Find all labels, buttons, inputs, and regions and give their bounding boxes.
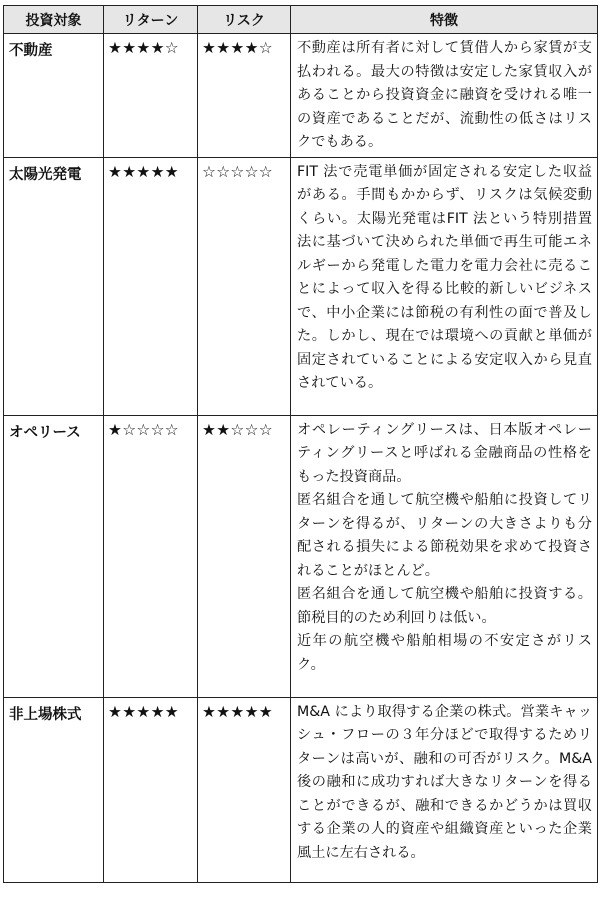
return-rating: ★★★★★ xyxy=(104,157,198,415)
description-paragraph: M&A により取得する企業の株式。営業キャッシュ・フローの３年分ほどで取得するためリターンは高いが、融和の可否がリスク。M&A 後の融和に成功すれば大きなリターンを得ることができるが、融和できるかどうかは買収する企業の人的資産や組織資産といった企業風土に左右される。 xyxy=(297,703,592,861)
description-paragraph: 不動産は所有者に対して賃借人から家賃が支払われる。最大の特徴は安定した家賃収入があることから投資資金に融資を受けれる唯一の資産であることだが、流動性の低さはリスクでもある。 xyxy=(297,40,592,150)
investment-comparison-table xyxy=(3,5,598,883)
risk-rating: ☆☆☆☆☆ xyxy=(198,157,291,415)
row-description xyxy=(291,34,598,158)
return-rating: ★☆☆☆☆ xyxy=(104,415,198,697)
header-row xyxy=(4,6,598,34)
description-paragraph: FIT 法で売電単価が固定される安定した収益がある。手間もかからず、リスクは気候変動くらい。太陽光発電はFIT 法という特別措置法に基づいて決められた単価で再生可能エネルギーから発電した電力を電力会社に売ることによって収入を得る比較的新しいビジネスで、中小企業には節税の有利性の面で普及した。しかし、現在では環境への貢献と単価が固定されていることによる安定収入から見直されている。 xyxy=(297,163,592,391)
description-paragraph: 匿名組合を通して航空機や船舶に投資してリターンを得るが、リターンの大きさよりも分配される損失による節税効果を求めて投資されることがほとんど。 xyxy=(297,492,592,579)
table-row-unlisted-stock xyxy=(4,697,598,882)
row-name: 非上場株式 xyxy=(4,697,104,882)
table-row-operating-lease xyxy=(4,415,598,697)
header-features: 特徴 xyxy=(291,6,598,34)
header-risk: リスク xyxy=(198,6,291,34)
row-description xyxy=(291,415,598,697)
description-paragraph: 匿名組合を通して航空機や船舶に投資する。節税目的のため利回りは低い。 xyxy=(297,586,592,626)
table-row-solar-power xyxy=(4,157,598,415)
risk-rating: ★★★★☆ xyxy=(198,34,291,158)
return-rating: ★★★★☆ xyxy=(104,34,198,158)
description-paragraph: 近年の航空機や船舶相場の不安定さがリスク。 xyxy=(297,633,592,673)
row-name: 不動産 xyxy=(4,34,104,158)
row-description xyxy=(291,697,598,882)
header-investment-target: 投資対象 xyxy=(4,6,104,34)
return-rating: ★★★★★ xyxy=(104,697,198,882)
risk-rating: ★★☆☆☆ xyxy=(198,415,291,697)
row-name: 太陽光発電 xyxy=(4,157,104,415)
description-paragraph: オペレーティングリースは、日本版オペレーティングリースと呼ばれる金融商品の性格をもった投資商品。 xyxy=(297,421,592,485)
header-return: リターン xyxy=(104,6,198,34)
row-description xyxy=(291,157,598,415)
risk-rating: ★★★★★ xyxy=(198,697,291,882)
table-row-real-estate xyxy=(4,34,598,158)
row-name: オペリース xyxy=(4,415,104,697)
